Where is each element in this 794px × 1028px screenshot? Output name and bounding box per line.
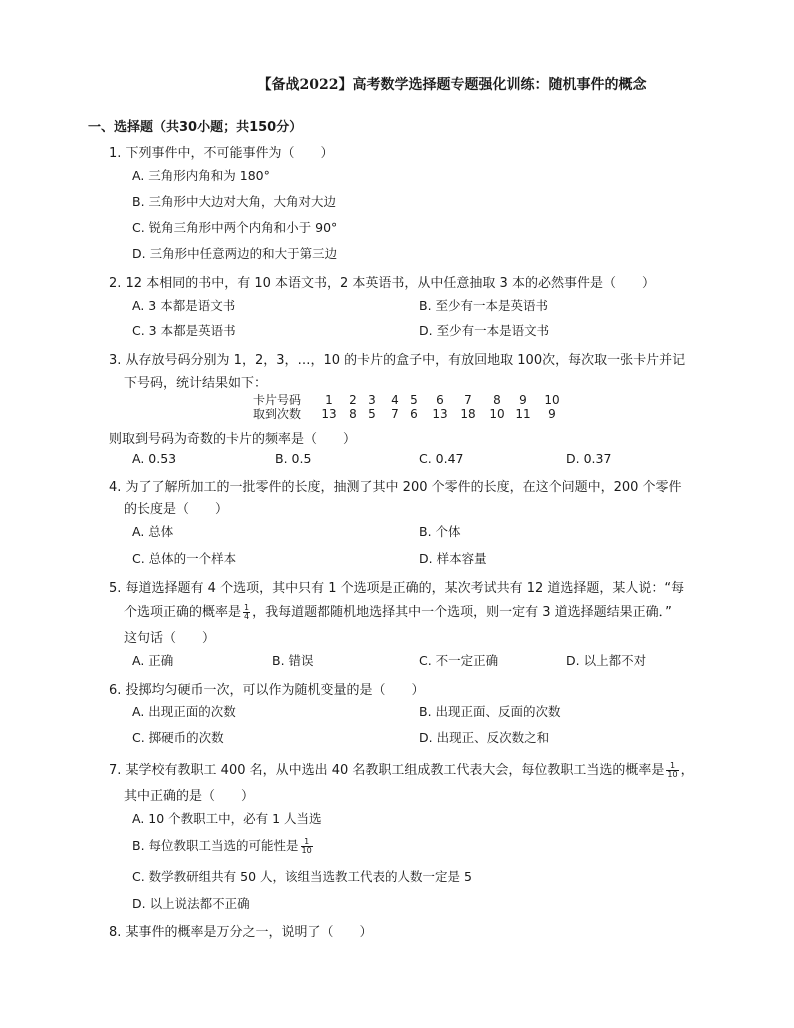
q7-option-a: A. 10 个教职工中，必有 1 人当选 (132, 811, 322, 826)
card-number-cell: 7 (464, 393, 472, 407)
q5-option-b: B. 错误 (272, 653, 314, 668)
q3-stem-line2: 下号码，统计结果如下： (124, 376, 268, 391)
q6-option-a: A. 出现正面的次数 (132, 704, 236, 719)
q7-option-d: D. 以上说法都不正确 (132, 896, 250, 911)
card-number-cell: 10 (544, 393, 560, 407)
q4-option-c: C. 总体的一个样本 (132, 551, 237, 566)
count-cell: 18 (460, 407, 476, 421)
q7-stem-line1-text: 7. 某学校有教职工 400 名，从中选出 40 名教职工组成教工代表大会，每位教职工当选的概率是 (109, 763, 665, 778)
q3-option-b: B. 0.5 (275, 451, 312, 466)
q7-option-b (132, 836, 315, 855)
count-cell: 7 (391, 407, 399, 421)
fraction-one-tenth (301, 838, 313, 855)
fraction-numerator: 1 (666, 762, 678, 771)
row-label-count: 取到次数 (253, 407, 302, 421)
q1-option-b: B. 三角形中大边对大角，大角对大边 (132, 194, 337, 209)
q1-stem: 1. 下列事件中，不可能事件为（ ） (109, 146, 334, 161)
fraction-denominator: 10 (667, 770, 678, 779)
fraction-one-tenth (666, 762, 678, 779)
q6-stem: 6. 投掷均匀硬币一次，可以作为随机变量的是（ ） (109, 683, 425, 698)
q5-stem-line3: 这句话（ ） (124, 631, 216, 646)
count-cell: 8 (349, 407, 357, 421)
fraction-numerator: 1 (301, 838, 313, 847)
q5-option-c: C. 不一定正确 (419, 653, 499, 668)
count-cell: 11 (515, 407, 531, 421)
q2-stem: 2. 12 本相同的书中，有 10 本语文书，2 本英语书，从中任意抽取 3 本的必然事件是（ ） (109, 276, 655, 291)
q7-stem-line2: 其中正确的是（ ） (124, 789, 255, 804)
q4-stem-line2: 的长度是（ ） (124, 502, 229, 517)
q5-stem-line1: 5. 每道选择题有 4 个选项，其中只有 1 个选项是正确的，某次考试共有 12 道选择题，某人说：“每 (109, 581, 685, 596)
card-number-cell: 1 (325, 393, 333, 407)
q2-option-d: D. 至少有一本是语文书 (419, 323, 550, 338)
q3-option-a: A. 0.53 (132, 451, 177, 466)
q5-stem-line2-start: 个选项正确的概率是 (124, 605, 242, 620)
count-cell: 13 (432, 407, 448, 421)
q3-stem-line1: 3. 从存放号码分别为 1，2，3，…，10 的卡片的盒子中，有放回地取 100次，每次取一张卡片并记 (109, 353, 686, 368)
q1-option-c: C. 锐角三角形中两个内角和小于 90° (132, 220, 338, 235)
q1-option-a: A. 三角形内角和为 180° (132, 168, 270, 183)
count-cell: 6 (410, 407, 418, 421)
card-number-cell: 6 (436, 393, 444, 407)
fraction-one-quarter (243, 604, 250, 621)
fraction-denominator: 10 (301, 846, 312, 855)
count-cell: 9 (548, 407, 556, 421)
row-label-card-number: 卡片号码 (253, 393, 302, 407)
count-cell: 10 (489, 407, 505, 421)
q8-stem: 8. 某事件的概率是万分之一，说明了（ ） (109, 925, 373, 940)
q5-option-a: A. 正确 (132, 653, 174, 668)
q3-option-d: D. 0.37 (566, 451, 612, 466)
table-row-card-numbers (253, 393, 560, 407)
q7-stem-line1-end: ， (680, 763, 694, 778)
q6-option-d: D. 出现正、反次数之和 (419, 730, 550, 745)
count-cell: 5 (368, 407, 376, 421)
card-number-cell: 5 (410, 393, 418, 407)
q5-stem-line2 (124, 601, 672, 621)
section-heading: 一、选择题（共30小题；共150分） (88, 120, 303, 135)
q3-option-c: C. 0.47 (419, 451, 464, 466)
card-number-cell: 9 (519, 393, 527, 407)
q6-option-b: B. 出现正面、反面的次数 (419, 704, 561, 719)
q2-option-b: B. 至少有一本是英语书 (419, 298, 549, 313)
q7-option-c: C. 数学教研组共有 50 人，该组当选教工代表的人数一定是 5 (132, 869, 472, 884)
q4-stem-line1: 4. 为了了解所加工的一批零件的长度，抽测了其中 200 个零件的长度，在这个问题中，200 个零件 (109, 480, 682, 495)
card-number-cell: 8 (493, 393, 501, 407)
q2-option-a: A. 3 本都是语文书 (132, 298, 236, 313)
q3-question: 则取到号码为奇数的卡片的频率是（ ） (109, 432, 357, 447)
card-number-cell: 4 (391, 393, 399, 407)
q2-option-c: C. 3 本都是英语书 (132, 323, 236, 338)
fraction-numerator: 1 (244, 603, 250, 612)
table-row-counts (253, 407, 556, 421)
q1-option-d: D. 三角形中任意两边的和大于第三边 (132, 246, 338, 261)
q4-option-a: A. 总体 (132, 524, 174, 539)
q7-option-b-text: B. 每位教职工当选的可能性是 (132, 838, 299, 853)
q7-stem-line1 (109, 759, 694, 779)
q5-option-d: D. 以上都不对 (566, 653, 647, 668)
document-title: 【备战2022】高考数学选择题专题强化训练：随机事件的概念 (257, 77, 647, 93)
fraction-denominator: 4 (244, 612, 250, 621)
count-cell: 13 (321, 407, 337, 421)
card-number-cell: 2 (349, 393, 357, 407)
card-number-cell: 3 (368, 393, 376, 407)
q5-stem-line2-end: ，我每道题都随机地选择其中一个选项，则一定有 3 道选择题结果正确．” (252, 605, 672, 620)
q6-option-c: C. 掷硬币的次数 (132, 730, 224, 745)
q4-option-d: D. 样本容量 (419, 551, 487, 566)
frequency-table (253, 393, 560, 421)
q4-option-b: B. 个体 (419, 524, 461, 539)
